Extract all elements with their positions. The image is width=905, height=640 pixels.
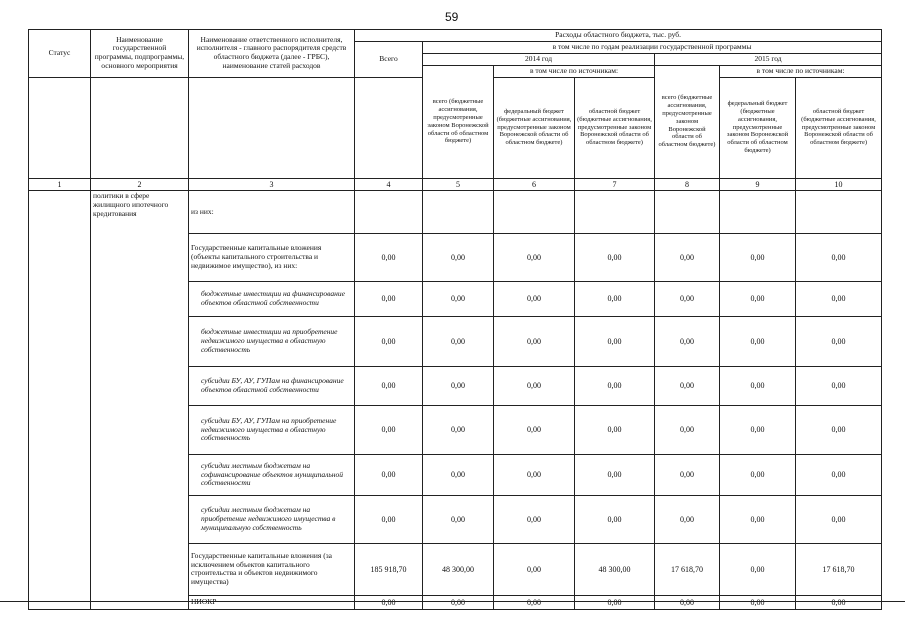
row-label: субсидии местным бюджетам на приобретение недвижимого имущества в муниципальную собственность [189, 495, 355, 543]
value-cell: 0,00 [494, 595, 575, 609]
header-total: Всего [355, 42, 423, 78]
header-expenses: Расходы областного бюджета, тыс. руб. [355, 30, 882, 42]
value-cell: 0,00 [575, 281, 655, 316]
value-cell: 0,00 [494, 454, 575, 495]
value-cell: 0,00 [355, 595, 423, 609]
header-executor: Наименование ответственного исполнителя, исполнителя - главного распорядителя средств областного бюджета (далее - ГРБС), наименование статей расходов [189, 30, 355, 78]
value-cell: 0,00 [494, 495, 575, 543]
status-cell [29, 190, 91, 609]
value-cell: 0,00 [720, 316, 796, 366]
value-cell: 0,00 [720, 495, 796, 543]
row-label: субсидии БУ, АУ, ГУПам на финансирование объектов областной собственности [189, 366, 355, 405]
value-cell: 0,00 [655, 595, 720, 609]
value-cell: 0,00 [796, 595, 882, 609]
value-cell: 0,00 [423, 366, 494, 405]
col-number: 6 [494, 178, 575, 190]
col-number: 8 [655, 178, 720, 190]
value-cell: 0,00 [423, 316, 494, 366]
value-cell: 0,00 [423, 281, 494, 316]
value-cell: 0,00 [720, 281, 796, 316]
value-cell [494, 190, 575, 233]
value-cell: 0,00 [796, 405, 882, 454]
value-cell: 0,00 [796, 281, 882, 316]
header-program-name: Наименование государственной программы, подпрограммы, основного мероприятия [91, 30, 189, 78]
value-cell: 0,00 [494, 233, 575, 281]
col-number: 3 [189, 178, 355, 190]
value-cell: 0,00 [575, 595, 655, 609]
col-number: 4 [355, 178, 423, 190]
value-cell: 0,00 [655, 233, 720, 281]
col-number: 9 [720, 178, 796, 190]
value-cell: 0,00 [575, 366, 655, 405]
value-cell: 0,00 [355, 281, 423, 316]
header-2014-regional: областной бюджет (бюджетные ассигнования, предусмотренные законом Воронежской области об областном бюджете) [575, 77, 655, 178]
value-cell: 48 300,00 [575, 543, 655, 595]
header-status: Статус [29, 30, 91, 78]
value-cell: 0,00 [355, 233, 423, 281]
row-label: бюджетные инвестиции на приобретение недвижимого имущества в областную собственность [189, 316, 355, 366]
value-cell: 0,00 [423, 233, 494, 281]
col-number: 5 [423, 178, 494, 190]
value-cell: 0,00 [355, 316, 423, 366]
value-cell: 0,00 [720, 595, 796, 609]
header-year-2015: 2015 год [655, 53, 882, 65]
row-label: бюджетные инвестиции на финансирование объектов областной собственности [189, 281, 355, 316]
value-cell: 0,00 [655, 495, 720, 543]
row-label: из них: [189, 190, 355, 233]
value-cell: 17 618,70 [655, 543, 720, 595]
value-cell: 0,00 [355, 495, 423, 543]
value-cell: 0,00 [494, 405, 575, 454]
header-2015-sources: в том числе по источникам: [720, 65, 882, 77]
col-number: 1 [29, 178, 91, 190]
value-cell: 185 918,70 [355, 543, 423, 595]
col-number: 2 [91, 178, 189, 190]
value-cell: 0,00 [720, 405, 796, 454]
row-label: Государственные капитальные вложения (объекты капитального строительства и недвижимое имущество), из них: [189, 233, 355, 281]
header-2015-total: всего (бюджетные ассигнования, предусмотренные законом Воронежской области об областном бюджете) [655, 65, 720, 178]
value-cell: 0,00 [655, 316, 720, 366]
value-cell: 0,00 [423, 405, 494, 454]
value-cell [575, 190, 655, 233]
row-label: субсидии БУ, АУ, ГУПам на приобретение недвижимого имущества в областную собственность [189, 405, 355, 454]
column-numbers-row [29, 178, 882, 190]
header-2014-total: всего (бюджетные ассигнования, предусмотренные законом Воронежской области об областном бюджете) [423, 65, 494, 178]
value-cell: 0,00 [423, 454, 494, 495]
value-cell: 0,00 [575, 233, 655, 281]
value-cell [355, 190, 423, 233]
value-cell: 0,00 [655, 366, 720, 405]
table-row [29, 190, 882, 233]
header-year-2014: 2014 год [423, 53, 655, 65]
value-cell: 0,00 [720, 454, 796, 495]
header-by-years: в том числе по годам реализации государственной программы [423, 42, 882, 54]
row-label: субсидии местным бюджетам на софинансирование объектов муниципальной собственности [189, 454, 355, 495]
value-cell [423, 190, 494, 233]
value-cell: 0,00 [796, 454, 882, 495]
row-label: Государственные капитальные вложения (за исключением объектов капитального строительства и объектов недвижимого имущества) [189, 543, 355, 595]
header-2015-regional: областной бюджет (бюджетные ассигнования, предусмотренные законом Воронежской области об областном бюджете) [796, 77, 882, 178]
value-cell: 0,00 [494, 281, 575, 316]
row-label: НИОКР [189, 595, 355, 609]
value-cell: 0,00 [796, 366, 882, 405]
value-cell [720, 190, 796, 233]
value-cell: 0,00 [720, 366, 796, 405]
program-name-cell: политики в сфере жилищного ипотечного кредитования [91, 190, 189, 609]
col-number: 10 [796, 178, 882, 190]
value-cell: 0,00 [494, 543, 575, 595]
value-cell [796, 190, 882, 233]
value-cell: 0,00 [423, 495, 494, 543]
value-cell: 17 618,70 [796, 543, 882, 595]
header-2014-sources: в том числе по источникам: [494, 65, 655, 77]
value-cell: 48 300,00 [423, 543, 494, 595]
value-cell: 0,00 [575, 454, 655, 495]
value-cell: 0,00 [575, 405, 655, 454]
value-cell: 0,00 [655, 454, 720, 495]
value-cell: 0,00 [796, 233, 882, 281]
col-number: 7 [575, 178, 655, 190]
value-cell: 0,00 [720, 543, 796, 595]
value-cell: 0,00 [575, 316, 655, 366]
page-cut-line [0, 601, 905, 602]
value-cell: 0,00 [796, 495, 882, 543]
value-cell: 0,00 [494, 366, 575, 405]
budget-table [28, 29, 882, 610]
value-cell: 0,00 [575, 495, 655, 543]
value-cell: 0,00 [494, 316, 575, 366]
value-cell: 0,00 [355, 454, 423, 495]
header-2015-federal: федеральный бюджет (бюджетные ассигнования, предусмотренные законом Воронежской области об областном бюджете) [720, 77, 796, 178]
value-cell: 0,00 [423, 595, 494, 609]
value-cell: 0,00 [655, 281, 720, 316]
page-number: 59 [445, 10, 459, 24]
header-2014-federal: федеральный бюджет (бюджетные ассигнования, предусмотренные законом Воронежской области об областном бюджете) [494, 77, 575, 178]
value-cell: 0,00 [355, 366, 423, 405]
value-cell: 0,00 [355, 405, 423, 454]
value-cell: 0,00 [720, 233, 796, 281]
value-cell: 0,00 [655, 405, 720, 454]
value-cell [655, 190, 720, 233]
value-cell: 0,00 [796, 316, 882, 366]
